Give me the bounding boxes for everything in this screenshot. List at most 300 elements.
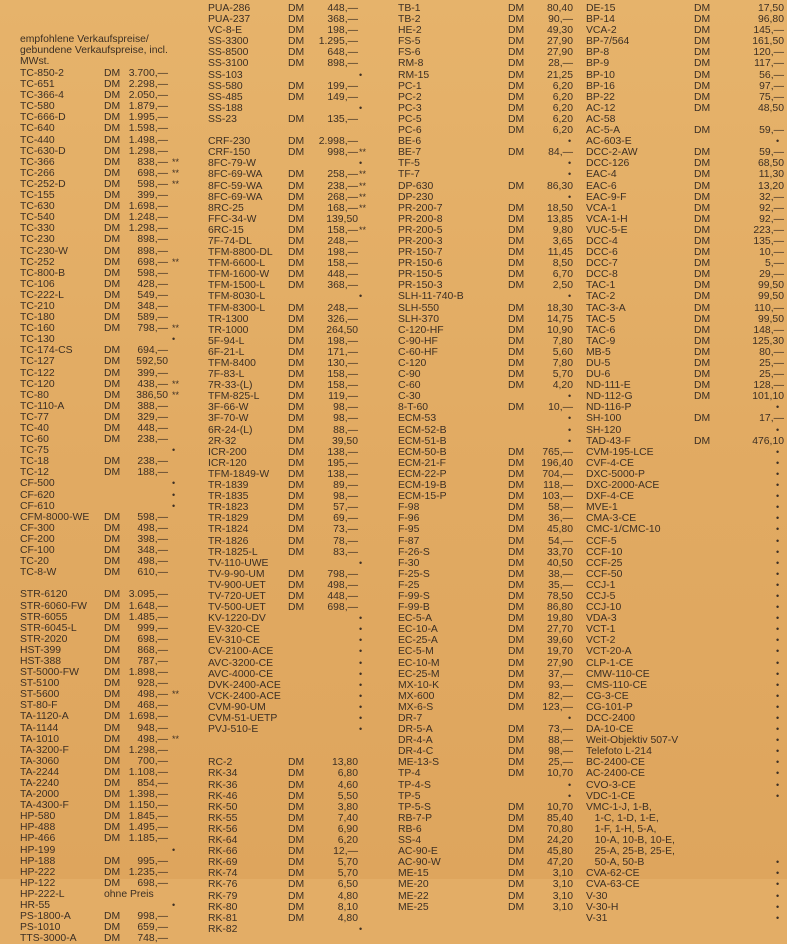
currency: DM: [694, 258, 711, 270]
currency: DM: [288, 790, 305, 802]
currency: DM: [104, 545, 121, 557]
price-row: [208, 902, 393, 913]
price-row: [208, 613, 393, 624]
price-row: [20, 867, 205, 878]
model-number: PR-150-5: [398, 269, 443, 281]
model-number: CMA-3-CE: [586, 513, 637, 525]
price-row: [208, 402, 393, 413]
price-row: [398, 713, 583, 724]
model-number: F-95: [398, 524, 420, 536]
price: 268,—: [327, 191, 358, 203]
model-number: RK-34: [208, 768, 238, 780]
model-number: TAD-43-F: [586, 435, 631, 447]
price: 6,80: [337, 768, 358, 780]
footnote-mark: •: [359, 102, 363, 113]
price: 28,—: [548, 58, 573, 70]
currency: DM: [508, 635, 525, 647]
price-row: [20, 157, 205, 168]
model-number: TR-1829: [208, 513, 249, 525]
currency: DM: [508, 901, 525, 913]
currency: DM: [104, 367, 121, 379]
model-number: SS-103: [208, 69, 243, 81]
price-row: [20, 567, 205, 578]
model-number: MX-10-K: [398, 679, 439, 691]
model-number: SLH-550: [398, 302, 440, 314]
currency: DM: [508, 213, 525, 225]
price: 89,—: [333, 480, 358, 492]
price-row: [586, 458, 786, 469]
price-row: [398, 436, 583, 447]
footnote-mark: •: [776, 480, 780, 491]
price-row: [398, 591, 583, 602]
price: 149,—: [327, 91, 358, 103]
currency: DM: [694, 435, 711, 447]
model-number: CV-2100-ACE: [208, 646, 274, 658]
currency: DM: [288, 402, 305, 414]
price-row: [20, 445, 205, 456]
price-row: [20, 922, 205, 933]
price: 5,60: [552, 346, 573, 358]
model-number: V-30: [586, 890, 608, 902]
model-number: MX-6-S: [398, 701, 434, 713]
model-number: VDC-1-CE: [586, 790, 636, 802]
price: 11,30: [758, 169, 784, 181]
price-row: [586, 469, 786, 480]
price-row: [586, 325, 786, 336]
price-row: [208, 735, 393, 746]
price: 6,20: [337, 835, 358, 847]
currency: DM: [104, 278, 121, 290]
model-number: PR-150-7: [398, 247, 443, 259]
price: 48,50: [757, 102, 784, 114]
model-number: DA-10-CE: [586, 724, 634, 736]
price-row: [586, 635, 786, 646]
model-number: TC-252: [20, 256, 55, 268]
price-row: [586, 580, 786, 591]
price-row: [398, 425, 583, 436]
model-number: HP-580: [20, 811, 56, 823]
currency: DM: [694, 191, 711, 203]
footnote-mark: •: [776, 524, 780, 535]
model-number: TC-666-D: [20, 112, 66, 124]
price-row: [398, 47, 583, 58]
model-number: 8-T-60: [398, 402, 429, 414]
price: 448,—: [137, 423, 168, 434]
currency: DM: [288, 369, 305, 381]
price-row: [398, 402, 583, 413]
footnote-mark: •: [776, 502, 780, 513]
price-row: [208, 713, 393, 724]
model-number: ECM-19-B: [398, 480, 447, 492]
model-number: RB-7-P: [398, 812, 433, 824]
price-row: [20, 501, 205, 512]
price-row: [398, 602, 583, 613]
price: 1.298,—: [128, 145, 168, 157]
footnote-mark: •: [359, 668, 363, 679]
price: 258,—: [327, 169, 358, 181]
price-row: [208, 47, 393, 58]
currency: DM: [508, 768, 525, 780]
model-number: ECM-50-B: [398, 446, 447, 458]
footnote-mark: •: [776, 468, 780, 479]
model-number: EC-25-M: [398, 668, 440, 680]
price: 198,—: [327, 247, 358, 259]
currency: DM: [104, 101, 121, 113]
price-row: [208, 303, 393, 314]
model-number: TA-3060: [20, 755, 60, 767]
price: 238,—: [327, 180, 358, 192]
price-row: [208, 336, 393, 347]
price: 348,—: [137, 300, 168, 312]
price: 765,—: [542, 446, 573, 458]
footnote-mark: •: [359, 701, 363, 712]
currency: DM: [508, 468, 525, 480]
currency: DM: [508, 91, 525, 103]
model-number: VUC-5-E: [586, 224, 628, 236]
price-row: [208, 114, 393, 125]
price-row: [398, 225, 583, 236]
footnote-mark: •: [172, 489, 176, 500]
price: 1.295,—: [318, 36, 358, 48]
price: 32,—: [759, 191, 784, 203]
model-number: RK-64: [208, 835, 238, 847]
price: 498,—: [137, 522, 168, 534]
price: 498,—: [137, 733, 168, 745]
model-number: F-25: [398, 579, 420, 591]
price: 90,—: [548, 14, 573, 26]
price: 1.845,—: [128, 811, 168, 823]
model-number: BE-7: [398, 147, 422, 159]
price: 21,25: [546, 69, 573, 81]
model-number: ICR-120: [208, 457, 247, 469]
price: 145,—: [753, 25, 784, 37]
price-row: [398, 813, 583, 824]
price: 648,—: [327, 47, 358, 59]
price-row: [208, 125, 393, 136]
price: 88,—: [548, 735, 573, 747]
price: 125,30: [752, 335, 784, 347]
currency: DM: [288, 446, 305, 458]
price-row: [20, 223, 205, 234]
price-row: [208, 658, 393, 669]
price-row: [208, 369, 393, 380]
price-row: [20, 645, 205, 656]
footnote-mark: **: [172, 389, 180, 400]
model-number: TAC-2: [586, 291, 616, 303]
currency: DM: [694, 158, 711, 170]
footnote-mark: •: [359, 291, 363, 302]
price-row: [586, 691, 786, 702]
price: 139,50: [326, 213, 358, 225]
model-number: AC-58: [586, 113, 616, 125]
currency: DM: [508, 125, 525, 137]
price-row: [20, 734, 205, 745]
price-row: [208, 247, 393, 258]
footnote-mark: **: [359, 224, 367, 235]
currency: DM: [288, 513, 305, 525]
model-number: F-99-S: [398, 590, 430, 602]
price-row: [398, 669, 583, 680]
price: 3.700,—: [128, 68, 168, 79]
price: 99,50: [757, 291, 784, 303]
price: 35,—: [548, 579, 573, 591]
price-row: [398, 868, 583, 879]
price-row: [20, 678, 205, 689]
price: 1.698,—: [128, 201, 168, 213]
currency: DM: [288, 868, 305, 880]
currency: DM: [288, 835, 305, 847]
price-row: [208, 813, 393, 824]
model-number: DP-230: [398, 191, 434, 203]
model-number: TFM-8800-DL: [208, 247, 273, 259]
price: 19,80: [546, 613, 573, 625]
price-row: [586, 369, 786, 380]
price-row: [208, 524, 393, 535]
footnote-mark: •: [568, 435, 572, 446]
currency: DM: [288, 879, 305, 891]
currency: DM: [288, 779, 305, 791]
price: 158,—: [327, 380, 358, 392]
price: 468,—: [137, 700, 168, 712]
price-row: [208, 702, 393, 713]
model-number: CFM-8000-WE: [20, 511, 90, 523]
currency: DM: [694, 235, 711, 247]
model-number: SS-3300: [208, 36, 249, 48]
model-number: TC-366-4: [20, 90, 64, 102]
currency: DM: [508, 491, 525, 503]
model-number: TF-5: [398, 158, 420, 170]
currency: DM: [508, 857, 525, 869]
footnote-mark: •: [172, 500, 176, 511]
price: 54,—: [548, 535, 573, 547]
currency: DM: [288, 457, 305, 469]
currency: DM: [104, 167, 121, 179]
price-row: [20, 467, 205, 478]
price-row: [208, 3, 393, 14]
model-number: TA-3200-F: [20, 744, 69, 756]
model-number: ST-5100: [20, 678, 60, 690]
model-number: EC-25-A: [398, 635, 438, 647]
price: 84,—: [548, 147, 573, 159]
currency: DM: [508, 302, 525, 314]
price-row: [208, 802, 393, 813]
price-row: [586, 713, 786, 724]
model-number: ME-25: [398, 901, 429, 913]
model-number: 8RC-25: [208, 202, 244, 214]
currency: DM: [104, 744, 121, 756]
footnote-mark: •: [359, 613, 363, 624]
currency: DM: [104, 134, 121, 146]
footnote-mark: •: [776, 757, 780, 768]
price-row: [208, 70, 393, 81]
currency: DM: [508, 380, 525, 392]
price-row: [20, 822, 205, 833]
currency: DM: [508, 269, 525, 281]
price: 4,80: [337, 912, 358, 924]
model-number: TC-12: [20, 467, 49, 479]
price: 128,—: [753, 380, 784, 392]
price: 18,50: [546, 202, 573, 214]
price: 698,—: [327, 602, 358, 614]
currency: DM: [104, 467, 121, 479]
currency: DM: [104, 822, 121, 834]
price-row: [586, 824, 786, 835]
price-row: [398, 502, 583, 513]
price: 4,60: [337, 779, 358, 791]
price-row: [20, 889, 205, 900]
price: 6,50: [337, 879, 358, 891]
price-row: [20, 612, 205, 623]
price: 92,—: [759, 202, 784, 214]
price-row: [586, 569, 786, 580]
currency: DM: [288, 568, 305, 580]
price: 868,—: [137, 644, 168, 656]
price-row: [20, 845, 205, 856]
model-number: TFM-825-L: [208, 391, 260, 403]
model-number: RM-8: [398, 58, 424, 70]
price-row: [398, 36, 583, 47]
model-number: BP-10: [586, 69, 615, 81]
price-row: [20, 368, 205, 379]
model-number: HP-222-L: [20, 888, 65, 900]
currency: DM: [104, 589, 121, 601]
model-number: TF-7: [398, 169, 420, 181]
price: 5,—: [764, 258, 784, 270]
footnote-mark: •: [776, 624, 780, 635]
price-row: [586, 413, 786, 424]
price: 158,—: [327, 224, 358, 236]
price-row: [20, 800, 205, 811]
column-4: [586, 0, 786, 924]
price: 123,—: [542, 701, 573, 713]
model-number: VCT-20-A: [586, 646, 632, 658]
currency: DM: [508, 247, 525, 259]
price-row: [398, 691, 583, 702]
price: 1.150,—: [128, 800, 168, 812]
model-number: TV-9-90-UM: [208, 568, 265, 580]
model-number: CRF-150: [208, 147, 251, 159]
price-row: [20, 789, 205, 800]
price-row: [20, 556, 205, 567]
footnote-mark: **: [172, 689, 180, 700]
model-number: TC-174-CS: [20, 345, 73, 357]
price: 3,65: [552, 235, 573, 247]
currency: DM: [508, 113, 525, 125]
price-row: [20, 833, 205, 844]
currency: DM: [104, 323, 121, 335]
footnote-mark: •: [359, 158, 363, 169]
currency: DM: [288, 912, 305, 924]
currency: DM: [508, 524, 525, 536]
price-row: [208, 36, 393, 47]
price-row: [586, 724, 786, 735]
model-number: SS-580: [208, 80, 243, 92]
price-row: [398, 469, 583, 480]
footnote-mark: •: [776, 857, 780, 868]
price-row: [208, 214, 393, 225]
price: 39,50: [331, 435, 358, 447]
price-row: [586, 558, 786, 569]
price-row: [20, 146, 205, 157]
price: 549,—: [137, 289, 168, 301]
model-number: AVC-3200-CE: [208, 657, 274, 669]
price-row: [586, 646, 786, 657]
price: 1.995,—: [128, 112, 168, 124]
model-number: RK-82: [208, 923, 238, 935]
model-number: 8FC-69-WA: [208, 169, 263, 181]
price: 49,30: [546, 25, 573, 37]
model-number: V-30-H: [586, 901, 619, 913]
footnote-mark: •: [776, 912, 780, 923]
model-number: HP-488: [20, 822, 56, 834]
price-row: [398, 879, 583, 890]
model-number: TV-110-UWE: [208, 557, 269, 569]
price: 98,—: [333, 402, 358, 414]
price-row: [208, 413, 393, 424]
model-number: HR-55: [20, 900, 51, 912]
currency: DM: [694, 324, 711, 336]
currency: DM: [508, 757, 525, 769]
currency: DM: [508, 369, 525, 381]
price-row: [398, 613, 583, 624]
model-number: ME-20: [398, 879, 429, 891]
footnote-mark: **: [172, 156, 180, 167]
currency: DM: [104, 300, 121, 312]
price-row: [208, 280, 393, 291]
currency: DM: [288, 391, 305, 403]
model-number: RK-81: [208, 912, 238, 924]
currency: DM: [288, 58, 305, 70]
price-row: [20, 933, 205, 944]
footnote-mark: •: [776, 546, 780, 557]
model-number: F-99-B: [398, 602, 430, 614]
currency: DM: [104, 434, 121, 446]
model-number: HP-188: [20, 855, 56, 867]
currency: DM: [508, 546, 525, 558]
currency: DM: [288, 258, 305, 270]
currency: DM: [508, 502, 525, 514]
price-row: [20, 478, 205, 489]
price: 598,—: [137, 267, 168, 279]
price-row: [20, 323, 205, 334]
currency: DM: [104, 511, 121, 523]
currency: DM: [288, 857, 305, 869]
price-row: [20, 123, 205, 134]
price: 198,—: [327, 25, 358, 37]
price: 1.235,—: [128, 866, 168, 878]
currency: DM: [104, 778, 121, 789]
model-number: TC-127: [20, 356, 55, 368]
model-number: EC-5-A: [398, 613, 433, 625]
price-row: [398, 203, 583, 214]
price: 17,—: [759, 413, 784, 425]
price-row: [586, 358, 786, 369]
price: 85,40: [546, 812, 573, 824]
footnote-mark: •: [776, 735, 780, 746]
currency: DM: [508, 58, 525, 70]
price: 117,—: [754, 58, 784, 70]
price-row: [208, 635, 393, 646]
currency: DM: [288, 324, 305, 336]
model-number: TP-5: [398, 790, 421, 802]
price-row: [398, 314, 583, 325]
price: 838,—: [137, 156, 168, 168]
price-row: [586, 658, 786, 669]
price: 58,—: [548, 502, 573, 514]
price: 40,50: [546, 557, 573, 569]
price-row: [20, 168, 205, 179]
model-number: CF-300: [20, 522, 55, 534]
